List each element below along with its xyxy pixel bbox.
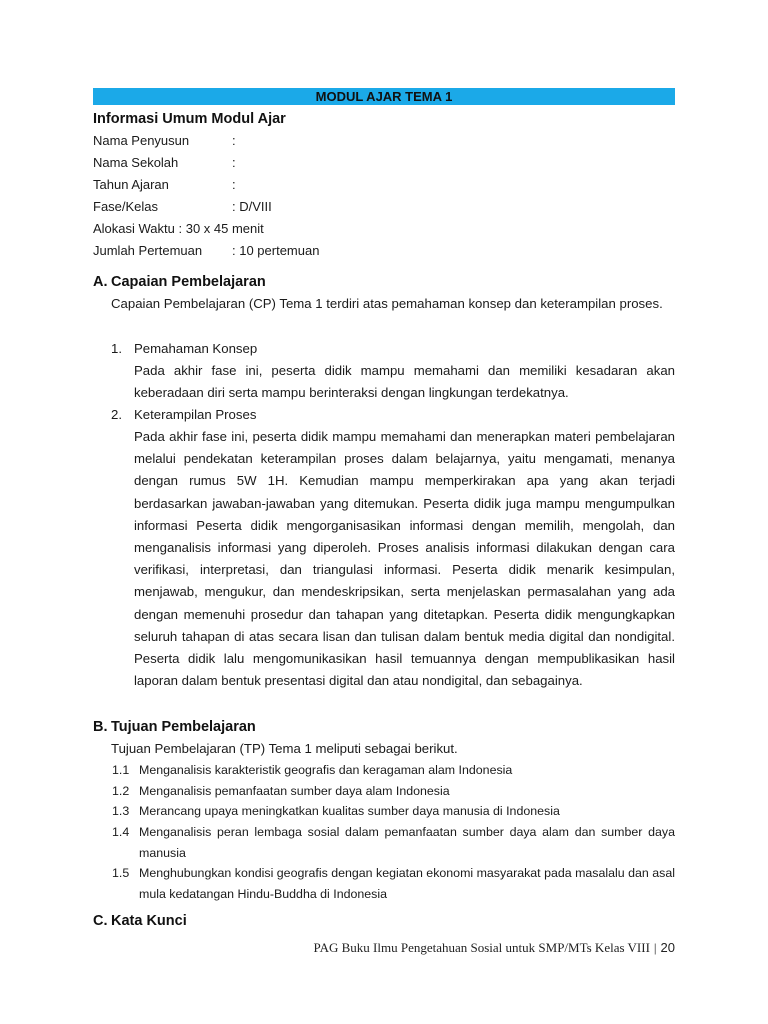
info-alokasi-waktu: Alokasi Waktu : 30 x 45 menit (93, 221, 264, 236)
tp-item-text: Menghubungkan kondisi geografis dengan kegiatan ekonomi masyarakat pada masalalu dan asal mula kedatangan Hindu-Buddha di Indonesia (139, 866, 675, 901)
page-number: 20 (660, 940, 675, 955)
info-row-sekolah (93, 154, 236, 172)
cp-item-2-title: Keterampilan Proses (134, 407, 257, 422)
cp-item-1-title: Pemahaman Konsep (134, 341, 258, 356)
info-label-pertemuan: Jumlah Pertemuan (93, 243, 203, 258)
tp-item-number: 1.2 (112, 784, 130, 798)
page-footer (314, 939, 675, 957)
footer-text: PAG Buku Ilmu Pengetahuan Sosial untuk SMP/MTs Kelas VIII (313, 940, 650, 955)
module-title-bar (93, 88, 675, 105)
tp-item-text: Menganalisis peran lembaga sosial dalam pemanfaatan sumber daya alam dan sumber daya manusia (139, 825, 675, 860)
info-label-fase: Fase/Kelas (93, 199, 159, 214)
general-info-heading: Informasi Umum Modul Ajar (93, 111, 286, 127)
info-value-pertemuan: : 10 pertemuan (232, 243, 320, 258)
info-row-alokasi (93, 220, 264, 238)
section-b-letter: B. (93, 719, 108, 735)
info-value-tahun: : (232, 177, 236, 192)
info-label-tahun: Tahun Ajaran (93, 177, 169, 192)
section-c-letter: C. (93, 913, 108, 929)
tp-item-text: Menganalisis pemanfaatan sumber daya alam Indonesia (139, 784, 450, 798)
tp-item-text: Merancang upaya meningkatkan kualitas sumber daya manusia di Indonesia (139, 804, 560, 818)
cp-item-2-text: Pada akhir fase ini, peserta didik mampu memahami dan menerapkan materi pembelajaran melalui pendekatan keterampilan proses dalam belajarnya, yaitu mengamati, menanya dengan rumus 5W 1H. Kemudian mampu memperkirakan apa yang akan terjadi berdasarkan jawaban-jawaban yang ditemukan. Peserta didik juga mampu mengumpulkan informasi Peserta didik mengorganisasikan informasi dengan memilih, mengolah, dan menganalisis informasi yang diperoleh. Proses analisis informasi dilakukan dengan cara verifikasi, interpretasi, dan triangulasi informasi. Peserta didik menarik kesimpulan, menjawab, mengukur, dan mendeskripsikan, serta menjelaskan permasalahan yang ada dengan memenuhi prosedur dan tahapan yang ditetapkan. Peserta didik mengungkapkan seluruh tahapan di atas secara lisan dan tulisan dalam bentuk media digital dan nondigital. Peserta didik lalu mengomunikasikan hasil temuannya dengan mempublikasikan hasil laporan dalam bentuk presentasi digital dan atau nondigital, dan sebagainya. (134, 429, 675, 689)
section-c-title: Kata Kunci (111, 913, 187, 929)
info-value-sekolah: : (232, 155, 236, 170)
section-a-letter: A. (93, 274, 108, 290)
info-label-penyusun: Nama Penyusun (93, 133, 190, 148)
module-title: MODUL AJAR TEMA 1 (315, 89, 453, 104)
tp-item-number: 1.5 (112, 866, 130, 880)
cp-item-1-text: Pada akhir fase ini, peserta didik mampu memahami dan memiliki kesadaran akan keberadaan diri serta mampu berinteraksi dengan lingkungan terdekatnya. (134, 363, 675, 401)
tp-item-number: 1.4 (112, 825, 130, 839)
info-row-tahun (93, 176, 236, 194)
info-value-fase: : D/VIII (232, 199, 272, 214)
info-label-sekolah: Nama Sekolah (93, 155, 179, 170)
cp-item-2-number: 2. (111, 407, 122, 422)
tp-item (112, 760, 675, 781)
section-a-intro: Capaian Pembelajaran (CP) Tema 1 terdiri atas pemahaman konsep dan keterampilan proses. (111, 296, 663, 311)
tp-item (112, 801, 675, 822)
section-b-title: Tujuan Pembelajaran (111, 719, 256, 735)
cp-item-2 (111, 404, 675, 426)
tp-item-number: 1.3 (112, 804, 130, 818)
info-row-fase (93, 198, 272, 216)
tp-item-text: Menganalisis karakteristik geografis dan keragaman alam Indonesia (139, 763, 513, 777)
section-a-heading (93, 272, 266, 292)
tp-item (112, 822, 675, 863)
cp-item-1-number: 1. (111, 341, 122, 356)
info-row-pertemuan (93, 242, 319, 260)
section-a-title: Capaian Pembelajaran (111, 274, 266, 290)
section-b-heading (93, 717, 256, 737)
info-value-penyusun: : (232, 133, 236, 148)
cp-item-1 (111, 338, 675, 360)
info-row-penyusun (93, 132, 236, 150)
tp-item (112, 863, 675, 904)
section-b-intro: Tujuan Pembelajaran (TP) Tema 1 meliputi sebagai berikut. (111, 741, 458, 756)
footer-separator: | (653, 940, 657, 955)
tp-item (112, 781, 675, 802)
section-c-heading (93, 911, 187, 931)
tp-item-number: 1.1 (112, 763, 130, 777)
